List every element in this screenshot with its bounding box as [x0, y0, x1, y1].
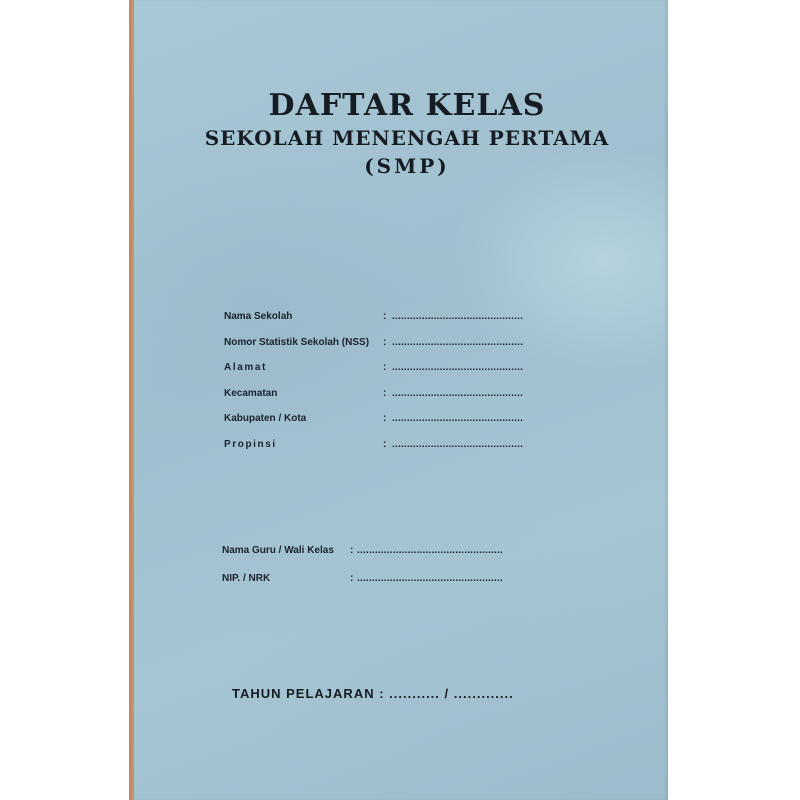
field-blank-line: ............................................ — [392, 387, 524, 399]
field-colon: : — [383, 311, 387, 322]
field-label: Kabupaten / Kota — [224, 413, 307, 424]
cover-title: DAFTAR KELAS — [268, 88, 546, 123]
school-info-fields — [224, 311, 624, 464]
field-blank-line: ............................................ — [392, 336, 524, 348]
academic-year-line — [232, 686, 514, 701]
field-label: Nama Guru / Wali Kelas — [222, 545, 334, 556]
field-label: Nomor Statistik Sekolah (NSS) — [224, 336, 370, 348]
field-alamat — [224, 362, 624, 388]
field-blank-line: ............................................ — [392, 438, 524, 450]
field-blank-line: ............................................ — [392, 311, 524, 322]
cover-title-block — [134, 88, 668, 180]
field-label: Nama Sekolah — [224, 311, 293, 322]
academic-year-blank-end: ............. — [453, 686, 514, 701]
field-label: Kecamatan — [224, 387, 278, 399]
field-colon: : — [383, 387, 387, 399]
field-kabupaten-kota — [224, 413, 624, 439]
cover-abbreviation: (SMP) — [364, 154, 450, 178]
field-nama-guru — [222, 545, 622, 573]
field-nss — [224, 337, 624, 363]
field-colon: : — [350, 573, 354, 584]
field-blank-line: ............................................ — [392, 362, 524, 373]
field-label: Propinsi — [224, 438, 277, 450]
academic-year-separator: / — [444, 686, 450, 701]
field-nip-nrk — [222, 573, 622, 601]
academic-year-label: TAHUN PELAJARAN : — [232, 686, 385, 701]
field-label: NIP. / NRK — [222, 573, 271, 584]
book-cover — [134, 0, 668, 800]
field-colon: : — [350, 545, 354, 556]
field-blank-line: ............................................ — [392, 413, 524, 424]
field-nama-sekolah — [224, 311, 624, 337]
field-colon: : — [383, 336, 387, 348]
field-label: Alamat — [224, 362, 267, 373]
cover-subtitle: SEKOLAH MENENGAH PERTAMA — [204, 126, 610, 150]
teacher-info-fields — [222, 545, 622, 601]
academic-year-blank-start: ........... — [389, 686, 440, 701]
field-blank-line: ................................................. — [357, 573, 503, 584]
field-blank-line: ................................................. — [357, 545, 503, 556]
field-colon: : — [383, 362, 387, 373]
field-kecamatan — [224, 388, 624, 414]
field-propinsi — [224, 439, 624, 465]
field-colon: : — [383, 438, 387, 450]
field-colon: : — [383, 413, 387, 424]
